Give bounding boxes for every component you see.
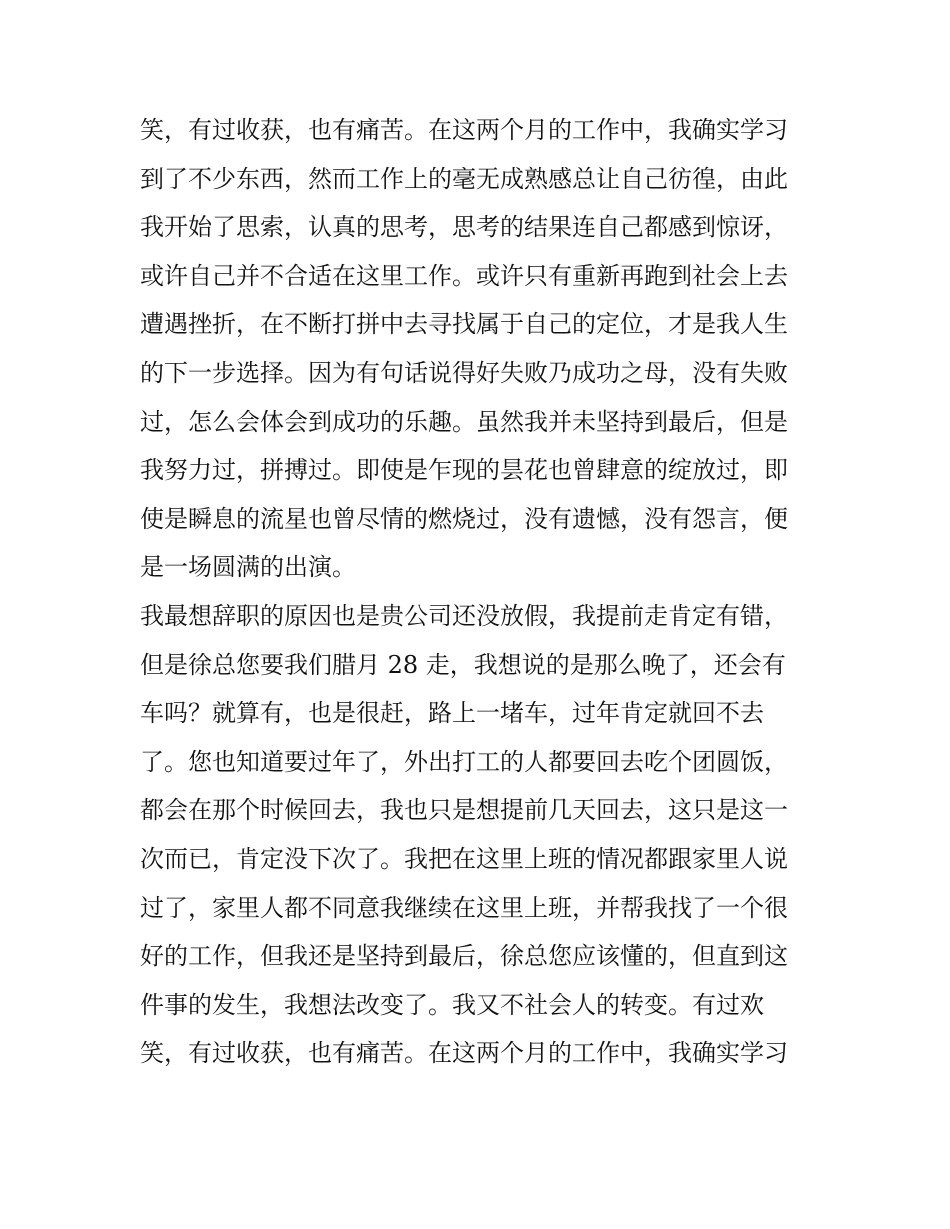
- text-line: 车吗？就算有，也是很赶，路上一堵车，过年肯定就回不去: [140, 699, 764, 728]
- text-line: 到了不少东西，然而工作上的毫无成熟感总让自己彷徨，由此: [140, 164, 788, 193]
- text-line: 遭遇挫折，在不断打拼中去寻找属于自己的定位，才是我人生: [140, 310, 788, 339]
- text-line: 我开始了思索，认真的思考，思考的结果连自己都感到惊讶，: [140, 213, 788, 242]
- text-line: 好的工作，但我还是坚持到最后，徐总您应该懂的，但直到这: [140, 942, 788, 971]
- body-text: [140, 106, 820, 1078]
- paragraph-1: [140, 106, 820, 592]
- text-line: 使是瞬息的流星也曾尽情的燃烧过，没有遗憾，没有怨言，便: [140, 504, 788, 533]
- paragraph-2: [140, 592, 820, 1078]
- text-line: 我努力过，拼搏过。即使是乍现的昙花也曾肆意的绽放过，即: [140, 456, 788, 485]
- text-line: 过，怎么会体会到成功的乐趣。虽然我并未坚持到最后，但是: [140, 407, 788, 436]
- text-line: 件事的发生，我想法改变了。我又不社会人的转变。有过欢: [140, 990, 764, 1019]
- text-line: 过了，家里人都不同意我继续在这里上班，并帮我找了一个很: [140, 893, 788, 922]
- text-line: 次而已，肯定没下次了。我把在这里上班的情况都跟家里人说: [140, 844, 788, 873]
- text-line: 的下一步选择。因为有句话说得好失败乃成功之母，没有失败: [140, 358, 788, 387]
- text-line: 但是徐总您要我们腊月 28 走，我想说的是那么晚了，还会有: [140, 650, 786, 679]
- text-line: 是一场圆满的出演。: [140, 553, 356, 582]
- text-line: 了。您也知道要过年了，外出打工的人都要回去吃个团圆饭，: [140, 747, 788, 776]
- text-line: 或许自己并不合适在这里工作。或许只有重新再跑到社会上去: [140, 261, 788, 290]
- text-line: 笑，有过收获，也有痛苦。在这两个月的工作中，我确实学习: [140, 1039, 788, 1068]
- text-line: 都会在那个时候回去，我也只是想提前几天回去，这只是这一: [140, 796, 788, 825]
- text-line: 我最想辞职的原因也是贵公司还没放假，我提前走肯定有错，: [140, 601, 788, 630]
- text-line: 笑，有过收获，也有痛苦。在这两个月的工作中，我确实学习: [140, 116, 788, 144]
